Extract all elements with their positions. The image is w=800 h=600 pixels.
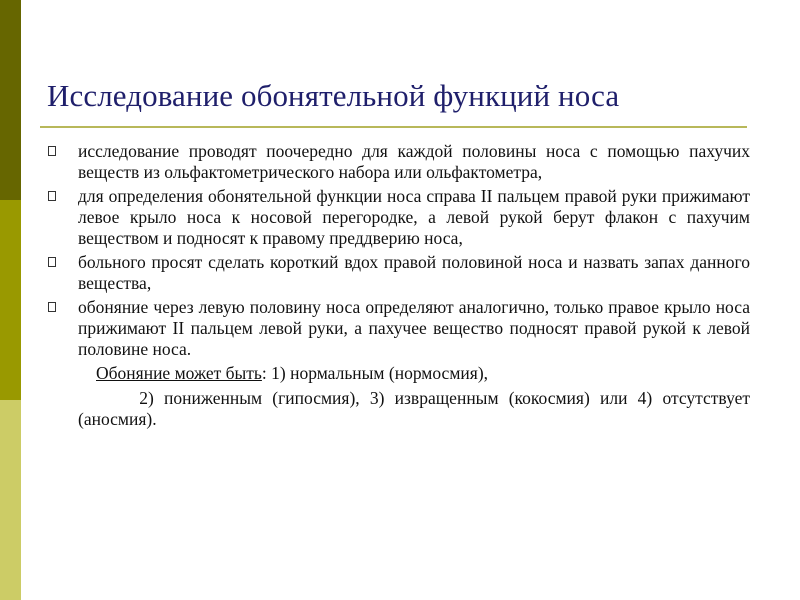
left-decor-stripe-middle: [0, 200, 21, 400]
list-item: [48, 186, 750, 249]
list-item-text: исследование проводят поочередно для каждой половины носа с помощью пахучих веществ из ольфактометрического набора или ольфактометра,: [78, 141, 750, 182]
title-divider: [40, 126, 747, 128]
note-text: : 1) нормальным (нормосмия),: [261, 363, 489, 383]
bullet-icon: [48, 302, 56, 312]
list-item-text: обоняние через левую половину носа определяют аналогично, только правое крыло носа прижимают II пальцем левой руки, а пахучее вещество подносят правой рукой к левой половине носа.: [78, 297, 750, 359]
left-decor-stripe-bottom: [0, 400, 21, 600]
left-decor-stripe-top: [0, 0, 21, 200]
bullet-icon: [48, 191, 56, 201]
slide-body: [48, 141, 750, 434]
list-item-text: для определения обонятельной функции носа справа II пальцем правой руки прижимают левое крыло носа к носовой перегородке, а левой рукой берут флакон с пахучим веществом и подносят к правому преддверию носа,: [78, 186, 750, 248]
list-item: [48, 141, 750, 183]
bullet-icon: [48, 146, 56, 156]
slide-title: Исследование обонятельной функций носа: [47, 78, 620, 113]
note-lead: Обоняние может быть: [96, 363, 262, 383]
list-item: [48, 252, 750, 294]
list-item: [48, 297, 750, 360]
note-paragraph-continued: [48, 388, 750, 430]
note-paragraph: [48, 363, 750, 384]
note-text-continued: 2) пониженным (гипосмия), 3) извращенным (кокосмия) или 4) отсутствует (аносмия).: [78, 388, 751, 429]
list-item-text: больного просят сделать короткий вдох правой половиной носа и назвать запах данного вещества,: [78, 252, 750, 293]
bullet-icon: [48, 257, 56, 267]
